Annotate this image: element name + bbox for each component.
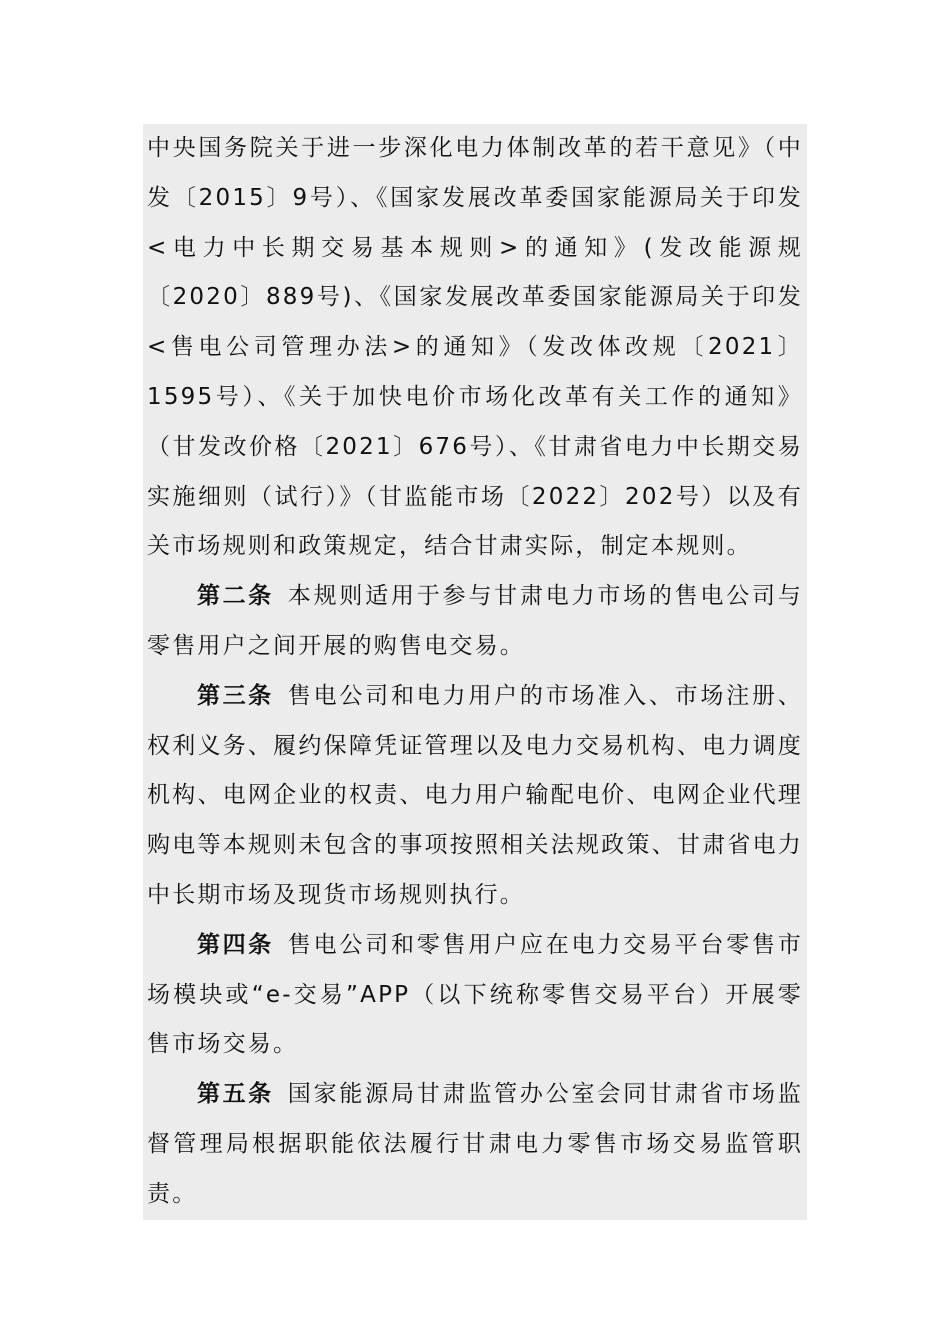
paragraph-text: 售电公司和电力用户的市场准入、市场注册、权利义务、履约保障凭证管理以及电力交易机构、电力调度机构、电网企业的权责、电力用户输配电价、电网企业代理购电等本规则未包含的事项按照相关法规政策、甘肃省电力中长期市场及现货市场规则执行。: [147, 682, 804, 908]
document-body: [143, 124, 807, 1220]
paragraph-text: 售电公司和零售用户应在电力交易平台零售市场模块或“e-交易”APP（以下统称零售交易平台）开展零售市场交易。: [147, 931, 804, 1058]
article-5-paragraph: [147, 1070, 803, 1219]
paragraph-text: 中央国务院关于进一步深化电力体制改革的若干意见》（中发〔2015〕9号）、《国家发展改革委国家能源局关于印发<电力中长期交易基本规则>的通知》(发改能源规〔2020〕889号)、《国家发展改革委国家能源局关于印发<售电公司管理办法>的通知》（发改体改规〔2021〕1595号）、《关于加快电价市场化改革有关工作的通知》（甘发改价格〔2021〕676号）、《甘肃省电力中长期交易实施细则（试行）》（甘监能市场〔2022〕202号）以及有关市场规则和政策规定，结合甘肃实际，制定本规则。: [147, 135, 803, 560]
article-heading: 第四条: [197, 931, 274, 958]
article-2-paragraph: [147, 572, 803, 672]
paragraph-preamble-continuation: [147, 124, 803, 572]
article-heading: 第二条: [197, 583, 274, 610]
paragraph-text: 国家能源局甘肃监管办公室会同甘肃省市场监督管理局根据职能依法履行甘肃电力零售市场交易监管职责。: [147, 1081, 804, 1207]
paragraph-text: 本规则适用于参与甘肃电力市场的售电公司与零售用户之间开展的购售电交易。: [147, 583, 804, 659]
article-heading: 第五条: [197, 1081, 274, 1108]
article-heading: 第三条: [197, 682, 274, 709]
article-3-paragraph: [147, 672, 803, 921]
article-4-paragraph: [147, 921, 803, 1070]
